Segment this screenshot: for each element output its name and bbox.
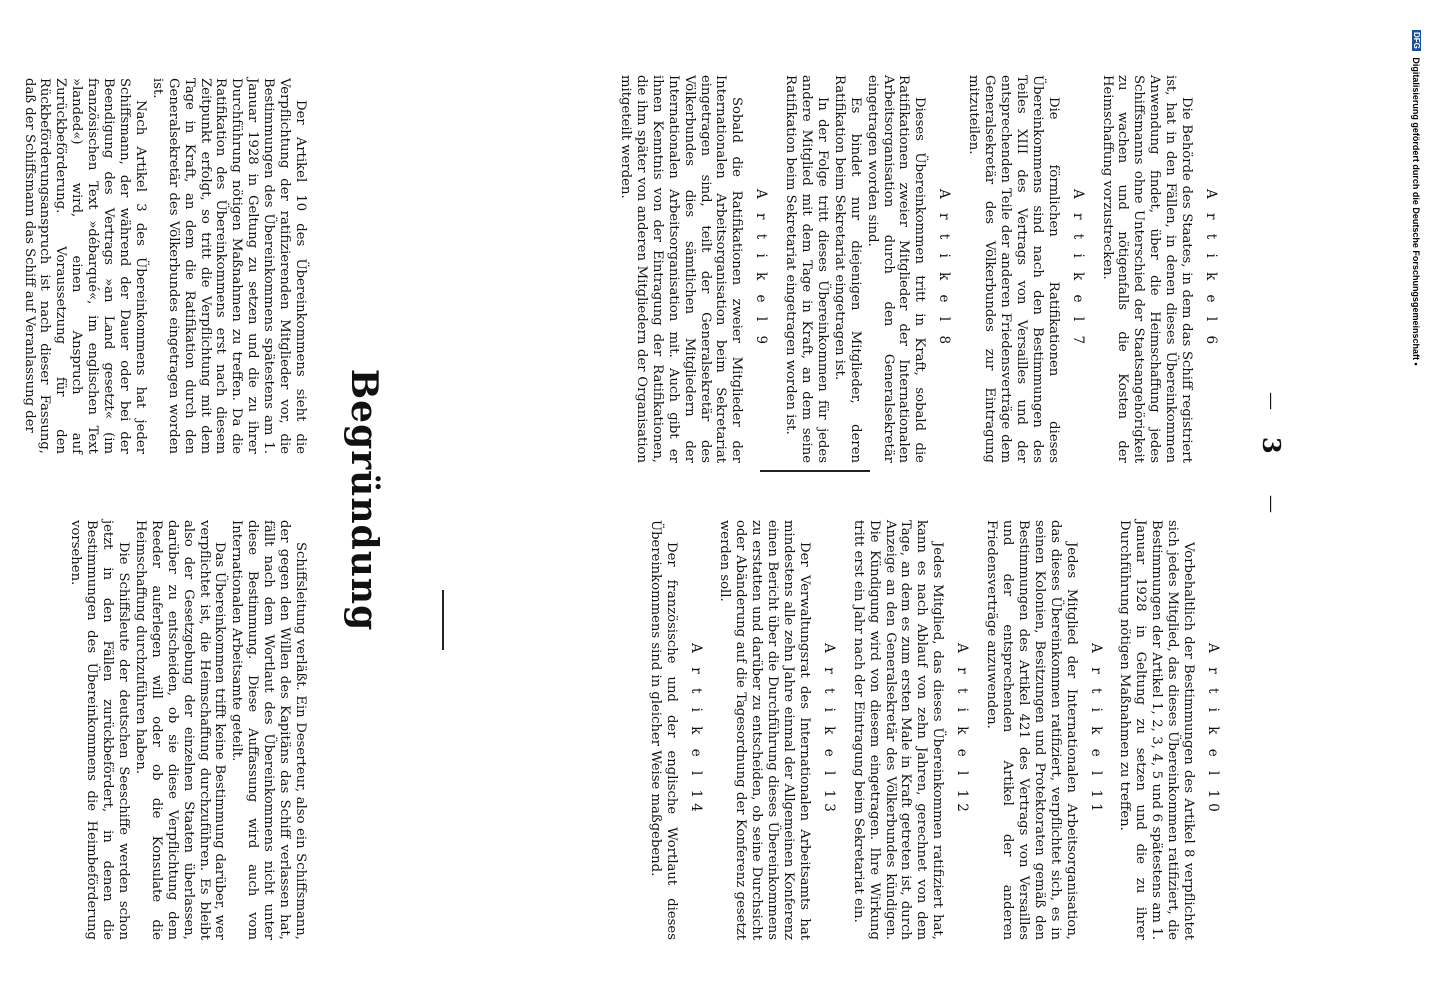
- article-heading: A r t i k e l 12: [954, 643, 971, 817]
- article-paragraph: Jedes Mitglied der Internationalen Arbeitsorganisation, das dieses Übereinkommen ratifiziert, verpflichtet sich, es in seinen Kolonien, Besitzungen und Protektoraten gemäß den Bestimmungen des Artikel 421 des Vertrags von Versailles und der entsprechenden Artikel der anderen Friedensverträge anzuwenden.: [984, 520, 1079, 940]
- left-column: [617, 75, 1218, 463]
- section-heading: Begründung: [343, 368, 385, 632]
- article-heading: A r t i k e l 7: [1069, 188, 1086, 350]
- article-heading: A r t i k e l 11: [1087, 643, 1104, 817]
- article-paragraph: Dieses Übereinkommen tritt in Kraft, sobald die Ratifikationen zweier Mitglieder der Internationalen Arbeitsorganisation durch den Generalsekretär eingetragen worden sind.: [864, 75, 928, 463]
- article-heading: A r t i k e l 13: [820, 643, 837, 817]
- digitization-credit: [1411, 30, 1421, 366]
- article-paragraph: In der Folge tritt dieses Übereinkommen für jedes andere Mitglied mit dem Tage in Kraft, an dem seine Ratifikation beim Sekretariat eingetragen worden ist.: [783, 75, 830, 463]
- digitization-sidebar: [1405, 10, 1434, 990]
- body-paragraph: Schiffsleitung verläßt. Ein Deserteur, also ein Schiffsmann, der gegen den Willen des Kapitäns das Schiff verlassen hat, fällt nach dem Wortlaut des Übereinkommens nicht unter diese Bestimmung. Diese Auffassung wird auch vom Internationalen Arbeitsamte geteilt.: [229, 520, 308, 940]
- page-number: 3: [1257, 437, 1286, 454]
- bottom-right-column: [67, 520, 308, 940]
- article-paragraph: Die Behörde des Staates, in dem das Schiff registriert ist, hat in den Fällen, in denen dieses Übereinkommen Anwendung findet, über die Heimschaffung jedes Schiffsmanns ohne Unterschied der Staatsangehörigkeit zu wachen und nötigenfalls die Kosten der Heimschaffung vorzustrecken.: [1099, 75, 1195, 463]
- dfg-logo: DFG: [1412, 32, 1421, 49]
- article-paragraph: Die förmlichen Ratifikationen dieses Übereinkommens sind nach den Bestimmungen des Teiles XIII des Vertrags von Versailles und der entsprechenden Teile der anderen Friedensverträge dem Generalsekretär des Völkerbundes zur Eintragung mitzuteilen.: [966, 75, 1061, 463]
- article-heading: A r t i k e l 14: [687, 643, 704, 817]
- article-heading: A r t i k e l 10: [1205, 643, 1221, 817]
- right-column: [647, 520, 1220, 940]
- page-header: [1256, 0, 1286, 1000]
- article-paragraph: Es bindet nur diejenigen Mitglieder, deren Ratifikation beim Sekretariat eingetragen ist.: [831, 75, 863, 463]
- article-paragraph: Sobald die Ratifikationen zweier Mitglieder der Internationalen Arbeitsorganisation beim Sekretariat eingetragen sind, teilt der Generalsekretär des Völkerbundes dies sämtlichen Mitgliedern der Internationalen Arbeitsorganisation mit. Auch gibt er ihnen Kenntnis von der Eintragung der Ratifikationen, die ihm später von anderen Mitgliedern der Organisation mitgeteilt werden.: [618, 75, 745, 463]
- article-paragraph: Der französische und der englische Wortlaut dieses Übereinkommens sind in gleicher Weise maßgebend.: [647, 520, 679, 940]
- column-divider: [760, 470, 870, 472]
- article-heading: A r t i k e l 9: [753, 188, 770, 350]
- credit-text: Digitalisierung gefördert durch die Deutsche Forschungsgemeinschaft •: [1411, 57, 1421, 366]
- body-paragraph: Die Schiffsleute der deutschen Seeschiffe werden schon jetzt in den Fällen zurückbefördert, in denen die Bestimmungen des Übereinkommens die Heimbeförderung vorsehen.: [68, 520, 132, 940]
- body-paragraph: Das Übereinkommen trifft keine Bestimmung darüber, wer verpflichtet ist, die Heimschaffung durchzuführen. Es bleibt also der Gesetzgebung der einzelnen Staaten überlassen, darüber zu entscheiden, ob sie diese Verpflichtung dem Reeder auferlegen will oder ob die Konsulate die Heimschaffung durchzuführen haben.: [132, 520, 228, 940]
- bottom-left-column: [21, 78, 308, 454]
- article-heading: A r t i k e l 6: [1203, 188, 1219, 350]
- article-paragraph: Jedes Mitglied, das dieses Übereinkommen ratifiziert hat, kann es nach Ablauf von zehn Jahren, gerechnet von dem Tage, an dem es zum ersten Male in Kraft getreten ist, durch Anzeige an den Generalsekretär des Völkerbundes kündigen. Die Kündigung wird von diesem eingetragen. Ihre Wirkung tritt erst ein Jahr nach der Eintragung beim Sekretariat ein.: [850, 520, 946, 940]
- header-dash-left: —: [1261, 392, 1282, 410]
- body-paragraph: Der Artikel 10 des Übereinkommens sieht die Verpflichtung der ratifizierenden Mitglieder vor, die Bestimmungen des Übereinkommens spätestens am 1. Januar 1928 in Geltung zu setzen und die zu ihrer Durchführung nötigen Maßnahmen zu treffen. Da die Ratifikation des Übereinkommens erst nach diesem Zeitpunkt erfolgt, so tritt die Verpflichtung mit dem Tage in Kraft, an dem die Ratifikation durch den Generalsekretär des Völkerbundes eingetragen worden ist.: [149, 78, 308, 454]
- article-paragraph: Vorbehaltlich der Bestimmungen des Artikel 8 verpflichtet sich jedes Mitglied, das dieses Übereinkommen ratifiziert, die Bestimmungen der Artikel 1, 2, 3, 4, 5 und 6 spätestens am 1. Januar 1928 in Geltung zu setzen und die zu ihrer Durchführung nötigen Maßnahmen zu treffen.: [1117, 520, 1197, 940]
- body-paragraph: Nach Artikel 3 des Übereinkommens hat jeder Schiffsmann, der während der Dauer oder bei der Beendigung des Vertrags »an Land gesetzt« (im französischen Text »débarqué«, im englischen Text »landed«) wird, einen Anspruch auf Zurückbeförderung. Voraussetzung für den Rückbeförderungsanspruch ist nach dieser Fassung, daß der Schiffsmann das Schiff auf Veranlassung der: [21, 78, 148, 454]
- section-rule: [442, 590, 444, 650]
- header-dash-right: —: [1261, 495, 1282, 513]
- article-heading: A r t i k e l 8: [936, 188, 953, 350]
- article-paragraph: Der Verwaltungsrat des Internationalen Arbeitsamts hat mindestens alle zehn Jahre einmal der Allgemeinen Konferenz einen Bericht über die Durchführung dieses Übereinkommens zu erstatten und darüber zu entscheiden, ob seine Durchsicht oder Abänderung auf die Tagesordnung der Konferenz gesetzt werden soll.: [717, 520, 812, 940]
